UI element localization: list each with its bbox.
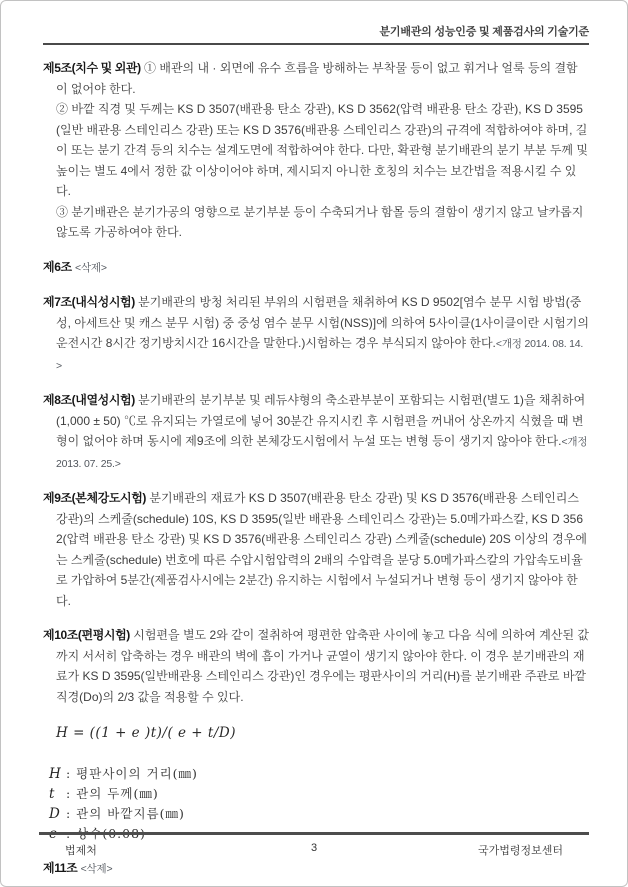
article-9-line	[43, 488, 589, 611]
article-7-heading: 제7조(내식성시험)	[43, 295, 135, 309]
article-11-line	[43, 858, 589, 880]
article-5-clause-2	[56, 99, 589, 202]
article-8-body-text: 분기배관의 분기부분 및 레듀샤형의 축소관부분이 포함되는 시험편(별도 1)을 채취하여 (1,000 ± 50) ℃로 유지되는 가열로에 넣어 30분간 유지시킨 후 시험편을 꺼내어 상온까지 식혔을 때 변형이 없어야 하며 동시에 제9조에 의한 본체강도시험에서 누설 또는 변형 등이 생기지 않아야 한다.	[56, 393, 586, 448]
article-5-clause-3	[56, 202, 589, 243]
article-8-heading: 제8조(내열성시험)	[43, 393, 135, 407]
document-title: 분기배관의 성능인증 및 제품검사의 기술기준	[379, 26, 589, 38]
definition-H-symbol: H	[49, 765, 61, 782]
article-11-heading: 제11조	[43, 860, 78, 875]
article-5-clause-1-text: ① 배관의 내 · 외면에 유수 흐름을 방해하는 부착물 등이 없고 휘거나 얼룩 등의 결함이 없어야 한다.	[56, 61, 578, 96]
article-8-line	[43, 390, 589, 474]
definition-t	[49, 784, 589, 804]
article-10-heading: 제10조(편평시험)	[43, 628, 130, 642]
article-6-deleted-note: <삭제>	[75, 261, 107, 274]
article-11	[43, 858, 589, 880]
article-9-body-text: 분기배관의 재료가 KS D 3507(배관용 탄소 강관) 및 KS D 3576(배관용 스테인리스 강관)의 스케줄(schedule) 10S, KS D 3595(일반 배관용 스테인리스 강관)는 5.0메가파스칼, KS D 3562(압력 배관용 탄소 강관) 및 KS D 3576(배관용 스테인리스 강관) 스케줄(schedule) 20S 이상의 경우에는 스케줄(schedule) 번호에 따른 수압시험압력의 2배의 수압력을 분당 5.0메가파스칼의 가압속도비율로 가압하여 5분간(제품검사시에는 2분간) 유지하는 시험에서 누설되거나 변형 등이 생기지 않아야 한다.	[56, 491, 587, 608]
article-5-heading: 제5조(치수 및 외관)	[43, 61, 141, 75]
definition-H-desc: : 평판사이의 거리(㎜)	[66, 765, 198, 781]
definition-t-desc: : 관의 두께(㎜)	[66, 785, 159, 801]
article-5	[43, 58, 589, 243]
definition-D-symbol: D	[49, 805, 60, 822]
article-7	[43, 292, 589, 376]
definition-D-desc: : 관의 바깥지름(㎜)	[66, 805, 185, 821]
article-10-body-text: 시험편을 별도 2와 같이 절취하여 평편한 압축판 사이에 놓고 다음 식에 의하여 계산된 값까지 서서히 압축하는 경우 배관의 벽에 흠이 가거나 균열이 생기지 않아야 한다. 이 경우 분기배관의 재료가 KS D 3595(일반배관용 스테인리스 강관)인 경우에는 평판사이의 거리(H)를 분기배관 주관로 바깥직경(Do)의 2/3 값을 적용할 수 있다.	[56, 628, 589, 704]
footer-text-row	[39, 835, 589, 858]
article-6	[43, 257, 589, 279]
article-8-amendment-note: <개정 2013. 07. 25.>	[56, 436, 588, 470]
article-5-clause-1	[43, 58, 589, 99]
article-9	[43, 488, 589, 611]
definition-H	[49, 764, 589, 784]
article-7-body-text: 분기배관의 방청 처리된 부위의 시험편을 채취하여 KS D 9502[염수 분무 시험 방법(중성, 아세트산 및 캐스 분무 시험) 중 중성 염수 분무 시험(NSS)]에 의하여 5사이클(1사이클이란 시험기의 운전시간 8시간 정기방치시간 16시간을 말한다.)시험하는 경우 부식되지 않아야 한다.	[56, 295, 589, 350]
definition-D	[49, 804, 589, 824]
article-5-clause-2-text: ② 바깥 직경 및 두께는 KS D 3507(배관용 탄소 강관), KS D 3562(압력 배관용 탄소 강관), KS D 3595(일반 배관용 스테인리스 강관) 또는 KS D 3576(배관용 스테인리스 강관)의 규격에 적합하여야 하며, 길이 또는 분기 간격 등의 치수는 설계도면에 적합하여야 한다. 다만, 확관형 분기배관의 분기 부분 두께 및 높이는 별도 4에서 정한 값 이상이어야 하며, 제시되지 아니한 호칭의 치수는 보간법을 적용시킬 수 있다.	[56, 102, 588, 198]
definition-t-symbol: t	[49, 785, 55, 802]
article-5-clause-3-text: ③ 분기배관은 분기가공의 영향으로 분기부분 등이 수축되거나 함몰 등의 결함이 생기지 않고 날카롭지 않도록 가공하여야 한다.	[56, 204, 584, 239]
page-number: 3	[310, 842, 318, 854]
footer-publisher: 법제처	[65, 845, 97, 857]
article-7-line	[43, 292, 589, 376]
article-6-heading: 제6조	[43, 259, 72, 274]
article-6-line	[43, 257, 589, 279]
article-10	[43, 625, 589, 707]
header-divider	[43, 43, 589, 45]
article-11-deleted-note: <삭제>	[80, 862, 113, 875]
flattening-formula: H = ((1 + e )t)/( e + t/D)	[56, 725, 236, 741]
footer-source: 국가법령정보센터	[477, 845, 563, 857]
page-header	[43, 23, 589, 45]
article-10-line	[43, 625, 589, 707]
page-footer	[39, 832, 589, 858]
article-9-heading: 제9조(본체강도시험)	[43, 491, 147, 505]
article-7-amendment-note: <개정 2014. 08. 14.>	[56, 338, 584, 372]
document-body	[43, 58, 589, 879]
article-8	[43, 390, 589, 474]
